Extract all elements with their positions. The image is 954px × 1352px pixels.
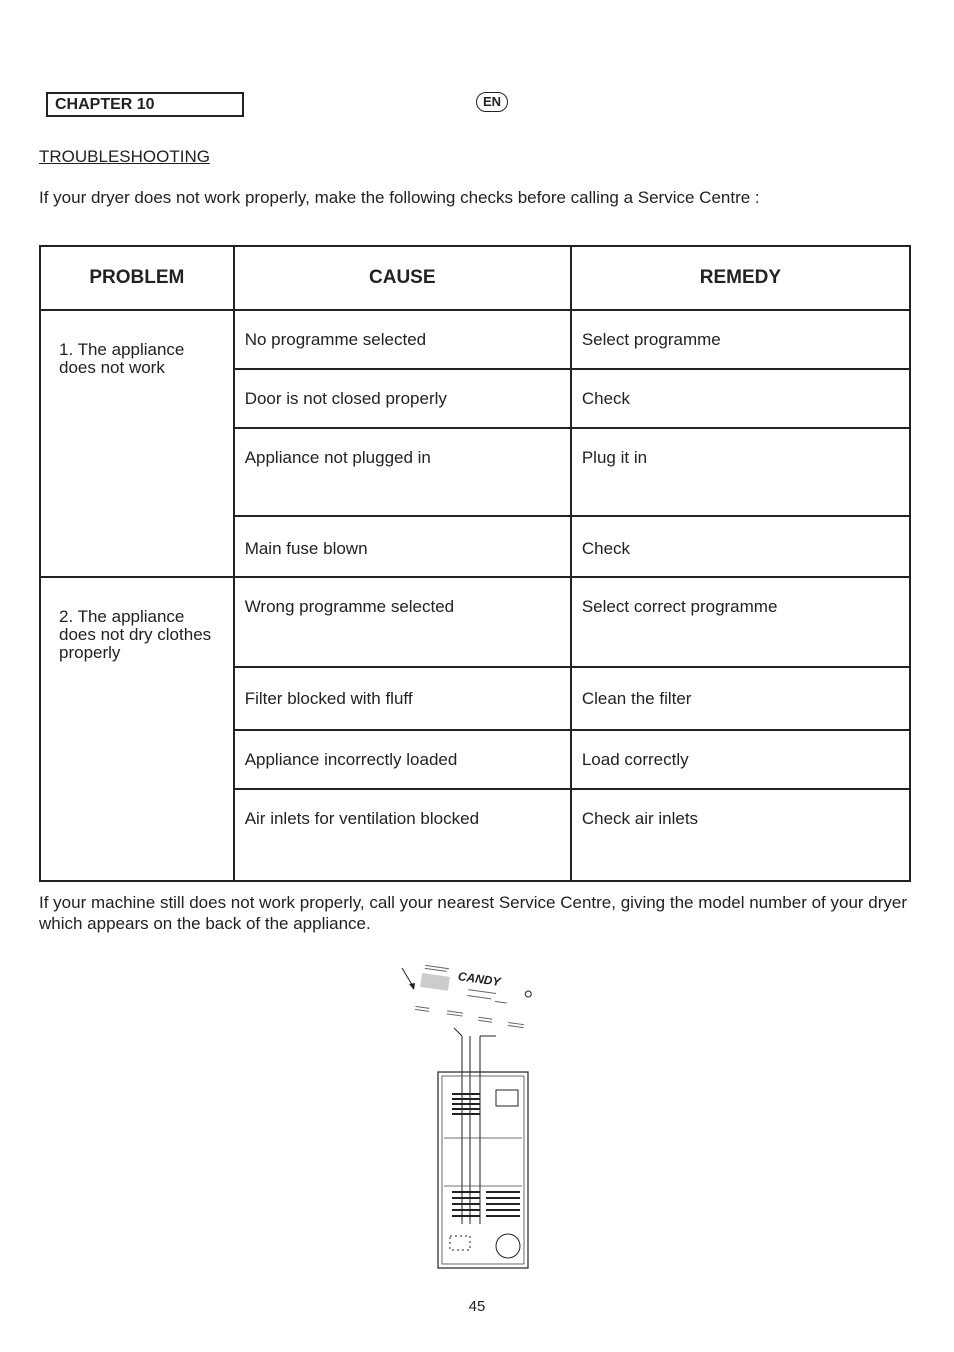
problem-cell: 1. The appliance does not work [40,310,234,577]
vent-port [496,1234,520,1258]
cause-cell: Appliance incorrectly loaded [234,730,571,789]
chapter-label: CHAPTER 10 [46,92,244,117]
remedy-cell: Load correctly [571,730,910,789]
header-cause: CAUSE [234,246,571,310]
cause-cell: Wrong programme selected [234,577,571,667]
cause-cell: Door is not closed properly [234,369,571,428]
footer-note: If your machine still does not work properly, call your nearest Service Centre, giving the model number of your dryer which appears on the back of the appliance. [39,893,908,933]
cause-cell: Air inlets for ventilation blocked [234,789,571,881]
cause-cell: Filter blocked with fluff [234,667,571,730]
remedy-cell: Check [571,516,910,577]
troubleshooting-table [39,245,911,882]
cause-cell: Main fuse blown [234,516,571,577]
remedy-cell: Select correct programme [571,577,910,667]
header-remedy: REMEDY [571,246,910,310]
rating-label [414,963,538,1031]
remedy-cell: Check air inlets [571,789,910,881]
cause-cell: No programme selected [234,310,571,369]
remedy-cell: Check [571,369,910,428]
remedy-cell: Select programme [571,310,910,369]
header-problem: PROBLEM [40,246,234,310]
intro-text: If your dryer does not work properly, make the following checks before calling a Service Centre : [39,188,760,207]
problem-cell: 2. The appliance does not dry clothes properly [40,577,234,881]
section-title: TROUBLESHOOTING [39,147,210,166]
table-header-row [40,246,910,310]
dryer-back-illustration [396,962,546,1274]
table-row [40,577,910,667]
table-row [40,310,910,369]
remedy-cell: Plug it in [571,428,910,516]
language-badge: EN [476,92,508,112]
dryer-body [438,1072,528,1268]
cause-cell: Appliance not plugged in [234,428,571,516]
brand-logo: CANDY [457,969,502,989]
page-number: 45 [468,1298,486,1315]
dryer-rating-plate-diagram [396,962,546,1279]
remedy-cell: Clean the filter [571,667,910,730]
